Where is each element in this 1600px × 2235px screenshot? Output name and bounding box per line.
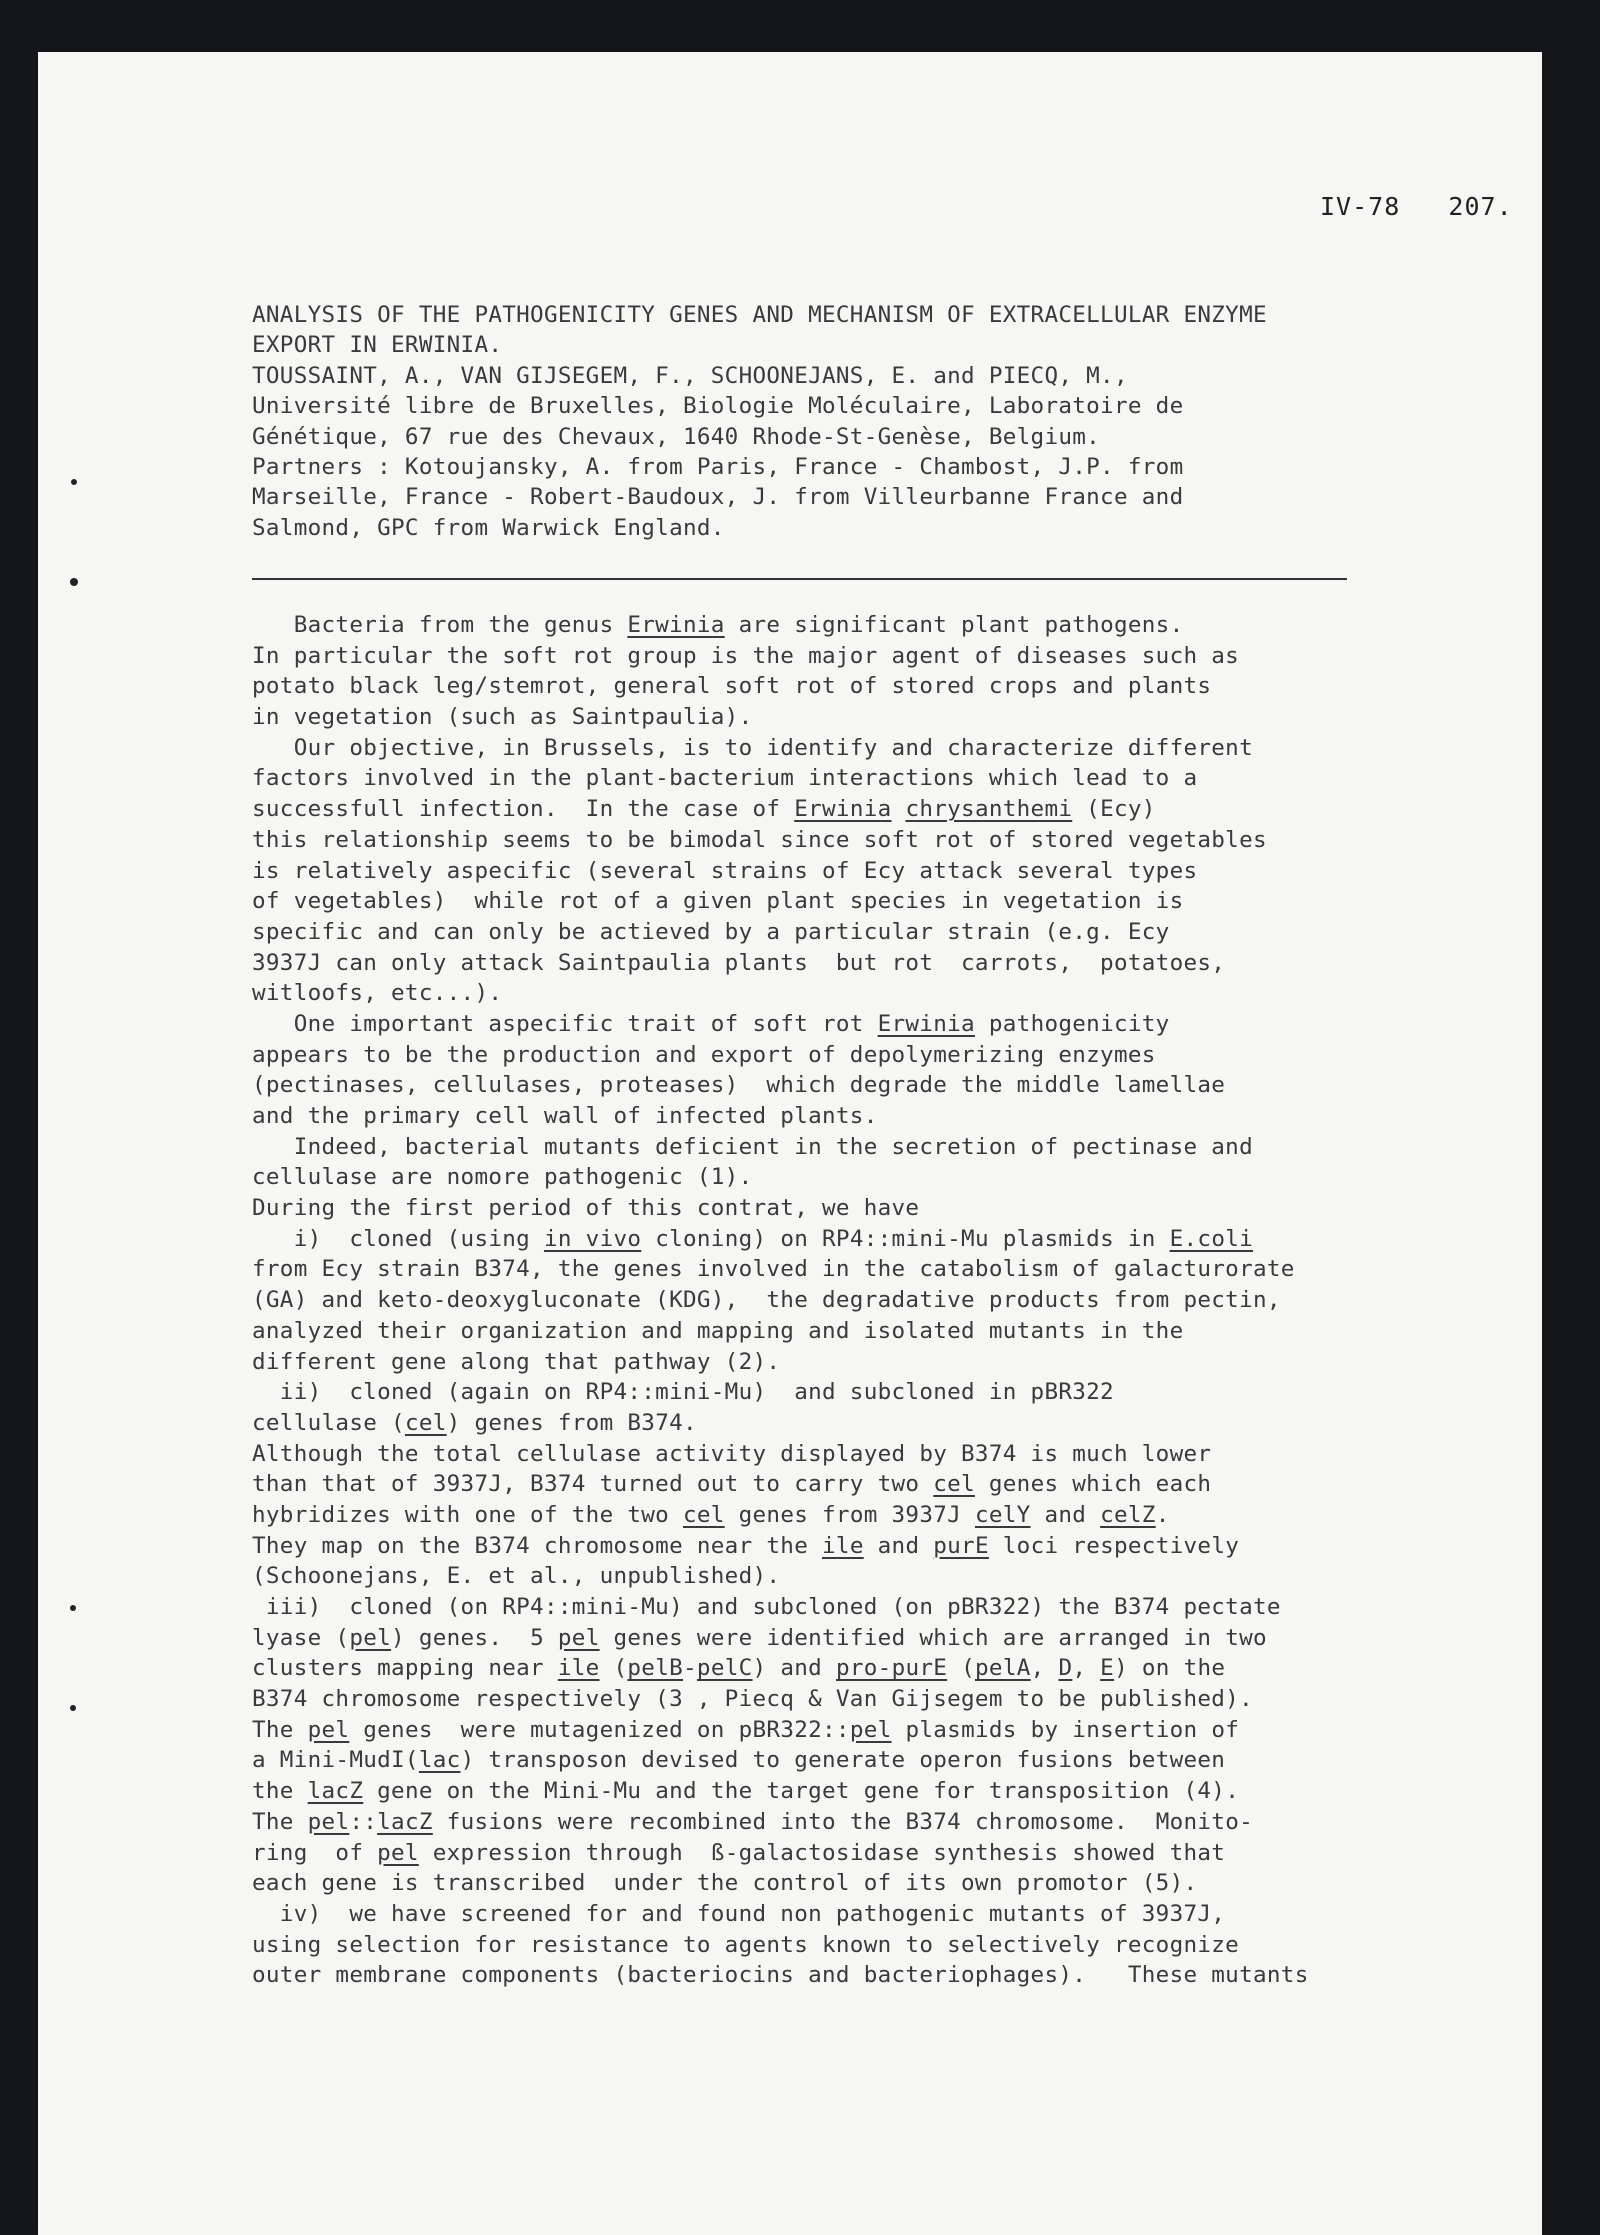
text-line: cellulase are nomore pathogenic (1).: [252, 1164, 753, 1191]
text-line: Although the total cellulase activity displayed by B374 is much lower: [252, 1440, 1212, 1467]
text-line: using selection for resistance to agents known to selectively recognize: [252, 1931, 1240, 1958]
text-line: TOUSSAINT, A., VAN GIJSEGEM, F., SCHOONEJANS, E. and PIECQ, M.,: [252, 362, 1128, 389]
page-number: 207.: [1448, 192, 1513, 221]
text-line: the lacZ gene on the Mini-Mu and the target gene for transposition (4).: [252, 1778, 1240, 1805]
text-line: successfull infection. In the case of Erwinia chrysanthemi (Ecy): [252, 796, 1156, 823]
text-line: Indeed, bacterial mutants deficient in the secretion of pectinase and: [252, 1133, 1253, 1160]
text-line: During the first period of this contrat, we have: [252, 1195, 920, 1222]
text-line: Université libre de Bruxelles, Biologie Moléculaire, Laboratoire de: [252, 393, 1184, 420]
text-line: appears to be the production and export of depolymerizing enzymes: [252, 1041, 1156, 1068]
text-line: Bacteria from the genus Erwinia are significant plant pathogens.: [252, 612, 1184, 638]
text-line: clusters mapping near ile (pelB-pelC) and pro-purE (pelA, D, E) on the: [252, 1655, 1226, 1682]
text-line: The pel::lacZ fusions were recombined into the B374 chromosome. Monito-: [252, 1808, 1254, 1835]
text-line: ANALYSIS OF THE PATHOGENICITY GENES AND MECHANISM OF EXTRACELLULAR ENZYME: [252, 302, 1267, 328]
section-code: IV-78: [1320, 192, 1401, 221]
page-header: [1320, 192, 1513, 221]
text-line: in vegetation (such as Saintpaulia).: [252, 704, 753, 731]
text-line: lyase (pel) genes. 5 pel genes were identified which are arranged in two: [252, 1624, 1267, 1651]
text-line: specific and can only be actieved by a particular strain (e.g. Ecy: [252, 918, 1170, 945]
text-line: One important aspecific trait of soft rot Erwinia pathogenicity: [252, 1010, 1170, 1037]
horizontal-rule: [252, 578, 1347, 580]
margin-mark: [70, 1705, 76, 1711]
text-line: witloofs, etc...).: [252, 980, 503, 1007]
text-line: They map on the B374 chromosome near the ile and purE loci respectively: [252, 1532, 1240, 1559]
text-line: Marseille, France - Robert-Baudoux, J. from Villeurbanne France and: [252, 484, 1184, 511]
text-line: i) cloned (using in vivo cloning) on RP4::mini-Mu plasmids in E.coli: [252, 1225, 1254, 1252]
text-line: B374 chromosome respectively (3 , Piecq & Van Gijsegem to be published).: [252, 1686, 1253, 1713]
text-line: 3937J can only attack Saintpaulia plants but rot carrots, potatoes,: [252, 949, 1226, 976]
text-line: and the primary cell wall of infected plants.: [252, 1103, 878, 1129]
text-line: each gene is transcribed under the control of its own promotor (5).: [252, 1870, 1198, 1897]
text-line: Génétique, 67 rue des Chevaux, 1640 Rhode-St-Genèse, Belgium.: [252, 423, 1101, 450]
text-line: (GA) and keto-deoxygluconate (KDG), the degradative products from pectin,: [252, 1287, 1281, 1314]
text-line: outer membrane components (bacteriocins and bacteriophages). These mutants: [252, 1962, 1309, 1989]
text-line: cellulase (cel) genes from B374.: [252, 1409, 697, 1436]
text-line: The pel genes were mutagenized on pBR322::pel plasmids by insertion of: [252, 1716, 1240, 1743]
text-line: a Mini-MudI(lac) transposon devised to generate operon fusions between: [252, 1747, 1226, 1774]
text-line: ii) cloned (again on RP4::mini-Mu) and subcloned in pBR322: [252, 1379, 1114, 1406]
margin-mark: [71, 479, 77, 485]
text-line: than that of 3937J, B374 turned out to carry two cel genes which each: [252, 1471, 1212, 1498]
text-line: iii) cloned (on RP4::mini-Mu) and subcloned (on pBR322) the B374 pectate: [252, 1594, 1281, 1620]
text-line: In particular the soft rot group is the major agent of diseases such as: [252, 642, 1240, 669]
text-line: EXPORT IN ERWINIA.: [252, 332, 503, 359]
text-line: potato black leg/stemrot, general soft rot of stored crops and plants: [252, 673, 1212, 700]
text-line: Partners : Kotoujansky, A. from Paris, France - Chambost, J.P. from: [252, 453, 1184, 480]
text-line: hybridizes with one of the two cel genes from 3937J celY and celZ.: [252, 1501, 1170, 1528]
text-line: (pectinases, cellulases, proteases) which degrade the middle lamellae: [252, 1072, 1226, 1099]
text-line: ring of pel expression through ß-galactosidase synthesis showed that: [252, 1839, 1226, 1866]
text-line: of vegetables) while rot of a given plant species in vegetation is: [252, 888, 1184, 915]
text-line: Salmond, GPC from Warwick England.: [252, 514, 725, 541]
text-line: Our objective, in Brussels, is to identify and characterize different: [252, 734, 1253, 761]
text-line: iv) we have screened for and found non pathogenic mutants of 3937J,: [252, 1900, 1226, 1927]
text-line: factors involved in the plant-bacterium interactions which lead to a: [252, 765, 1198, 792]
text-line: different gene along that pathway (2).: [252, 1348, 781, 1375]
title-block: [252, 300, 1432, 543]
margin-mark: [70, 578, 78, 586]
text-line: from Ecy strain B374, the genes involved in the catabolism of galacturorate: [252, 1256, 1295, 1283]
text-line: this relationship seems to be bimodal since soft rot of stored vegetables: [252, 826, 1267, 853]
body-text: [252, 610, 1432, 1991]
text-line: analyzed their organization and mapping and isolated mutants in the: [252, 1317, 1184, 1344]
text-line: (Schoonejans, E. et al., unpublished).: [252, 1563, 781, 1590]
text-line: is relatively aspecific (several strains of Ecy attack several types: [252, 857, 1198, 884]
margin-mark: [70, 1605, 76, 1611]
